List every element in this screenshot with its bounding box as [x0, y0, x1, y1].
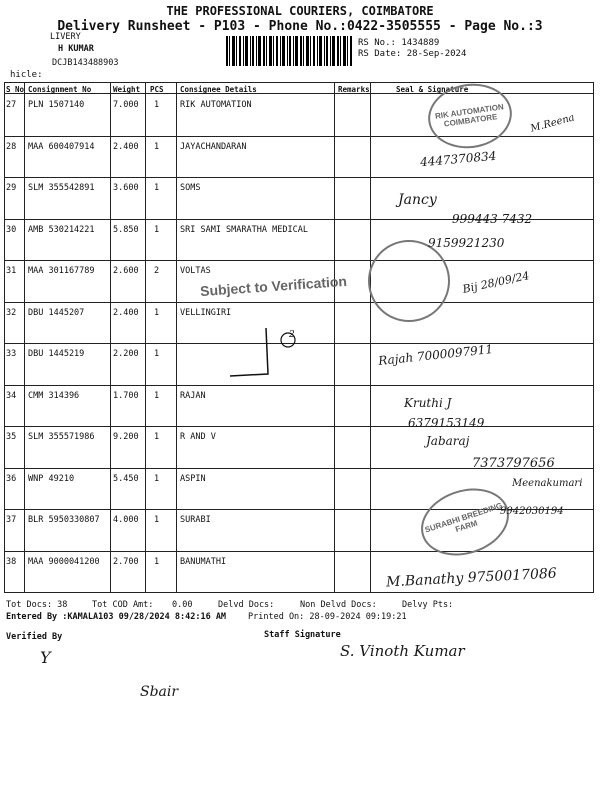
cell-pcs: 2: [154, 266, 160, 276]
handwriting-r34-name: Kruthi J: [404, 396, 452, 410]
cell-pcs: 1: [154, 390, 160, 401]
col-header-pcs: PCS: [150, 85, 164, 94]
cell-pcs: 1: [154, 473, 160, 484]
delivery-points: Delvy Pts:: [402, 600, 454, 610]
cell-weight: 5.450: [113, 473, 139, 484]
cell-pcs: 1: [154, 349, 160, 359]
cell-sno: 34: [6, 390, 17, 401]
cell-weight: 7.000: [113, 100, 139, 110]
cell-weight: 2.200: [113, 349, 139, 359]
handwriting-r34-num: 6379153149: [408, 416, 485, 430]
cell-consignment: CMM 314396: [28, 390, 80, 401]
handwriting-r33-mark: 2: [289, 330, 295, 340]
non-delivered-docs: Non Delvd Docs:: [300, 600, 377, 610]
verified-signature: Y: [40, 648, 51, 667]
cell-pcs: 1: [154, 556, 160, 567]
cell-weight: 2.400: [113, 307, 139, 318]
staff-name: H KUMAR: [58, 44, 94, 54]
cell-consignment: SLM 355542891: [28, 183, 95, 193]
cell-consignee: SRI SAMI SMARATHA MEDICAL: [180, 224, 308, 235]
cell-weight: 3.600: [113, 183, 139, 193]
cell-consignment: PLN 1507140: [28, 100, 85, 110]
verification-stamp: Subject to Verification: [199, 272, 348, 300]
col-header-consignment: Consignment No: [28, 85, 92, 94]
cell-weight: 2.700: [113, 556, 139, 567]
row-divider: [4, 343, 594, 344]
cell-weight: 2.600: [113, 266, 139, 276]
cell-consignment: BLR 5950330807: [28, 515, 100, 525]
staff-signature: S. Vinoth Kumar: [340, 642, 465, 660]
row-divider: [4, 426, 594, 427]
col-header-consignee: Consignee Details: [180, 85, 257, 94]
cell-sno: 28: [6, 141, 17, 152]
total-docs: Tot Docs: 38: [6, 600, 68, 610]
cell-consignment: MAA 9000041200: [28, 556, 100, 567]
printed-on: Printed On: 28-09-2024 09:19:21: [248, 612, 407, 622]
courier-seal-stamp: [368, 240, 450, 322]
cell-consignment: DBU 1445219: [28, 349, 85, 359]
cell-consignee: BANUMATHI: [180, 556, 227, 567]
col-header-remarks: Remarks: [338, 85, 370, 94]
col-header-signature: Seal & Signature: [396, 85, 469, 94]
row-divider: [4, 177, 594, 178]
cell-sno: 29: [6, 183, 17, 193]
cell-sno: 30: [6, 224, 17, 235]
cell-consignee: RIK AUTOMATION: [180, 100, 252, 110]
col-header-sno: S No: [6, 85, 25, 94]
cell-consignee: ASPIN: [180, 473, 206, 484]
cell-consignee: VOLTAS: [180, 266, 211, 276]
total-cod-label: Tot COD Amt:: [92, 600, 154, 610]
cell-pcs: 1: [154, 100, 160, 110]
cell-consignee: R AND V: [180, 432, 216, 442]
cell-pcs: 1: [154, 515, 160, 525]
handwriting-r37: 9942030194: [500, 506, 564, 517]
cell-consignment: SLM 355571986: [28, 432, 95, 442]
cell-weight: 2.400: [113, 141, 139, 152]
cell-consignment: MAA 600407914: [28, 141, 95, 152]
handwriting-r38: M.Banathy 9750017086: [385, 565, 558, 591]
breeding-stamp-text: SURABHI BREEDING FARM: [423, 500, 504, 535]
cell-weight: 5.850: [113, 224, 139, 235]
cell-sno: 36: [6, 473, 17, 484]
verified-by-label: Verified By: [6, 632, 63, 642]
total-cod-amount: 0.00: [172, 600, 193, 610]
cell-consignee: SOMS: [180, 183, 201, 193]
runsheet-title: Delivery Runsheet - P103 - Phone No.:0422-3505555 - Page No.:3: [57, 19, 543, 34]
cell-sno: 38: [6, 556, 17, 567]
bottom-signature: Sbair: [140, 684, 179, 700]
cell-weight: 9.200: [113, 432, 139, 442]
bracket-mark: [226, 322, 296, 382]
handwriting-r36: Meenakumari: [512, 478, 583, 489]
cell-weight: 4.000: [113, 515, 139, 525]
cell-sno: 32: [6, 307, 17, 318]
entered-by: Entered By :KAMALA103 09/28/2024 8:42:16 AM: [6, 612, 227, 622]
company-title: THE PROFESSIONAL COURIERS, COIMBATORE: [166, 4, 434, 18]
handwriting-r29-num: 999443 7432: [452, 212, 533, 226]
cell-sno: 27: [6, 100, 17, 110]
cell-consignee: RAJAN: [180, 390, 206, 401]
cell-weight: 1.700: [113, 390, 139, 401]
cell-sno: 31: [6, 266, 17, 276]
cell-consignee: JAYACHANDARAN: [180, 141, 247, 152]
delivery-label: LIVERY: [50, 32, 81, 42]
cell-consignment: MAA 301167789: [28, 266, 95, 276]
barcode-image: [226, 36, 352, 66]
delivered-docs: Delvd Docs:: [218, 600, 275, 610]
cell-pcs: 1: [154, 307, 160, 318]
handwriting-r32: Rajah 7000097911: [377, 342, 494, 368]
rs-date: RS Date: 28-Sep-2024: [358, 49, 467, 59]
handwriting-r31: Bij 28/09/24: [461, 269, 531, 296]
cell-consignment: AMB 530214221: [28, 224, 95, 235]
row-divider: [4, 551, 594, 552]
rs-number: RS No.: 1434889: [358, 38, 440, 48]
handwriting-r29-name: Jancy: [398, 192, 437, 208]
row-divider: [4, 136, 594, 137]
handwriting-r30: 9159921230: [428, 236, 505, 250]
cell-sno: 35: [6, 432, 17, 442]
cell-sno: 37: [6, 515, 17, 525]
rik-stamp-text: RIK AUTOMATION COIMBATORE: [434, 102, 505, 129]
cell-pcs: 1: [154, 224, 160, 235]
row-divider: [4, 385, 594, 386]
cell-pcs: 1: [154, 432, 160, 442]
col-header-weight: Weight: [113, 85, 141, 94]
handwriting-r35-num: 7373797656: [472, 456, 555, 471]
dcjb-number: DCJB143488903: [52, 58, 119, 68]
cell-consignment: WNP 49210: [28, 473, 75, 484]
handwriting-r35-name: Jabaraj: [426, 434, 470, 448]
cell-consignment: DBU 1445207: [28, 307, 85, 318]
vehicle-label: hicle:: [10, 70, 43, 80]
row-divider: [4, 260, 594, 261]
handwriting-r28: 4447370834: [419, 148, 497, 170]
cell-sno: 33: [6, 349, 17, 359]
handwriting-r27: M.Reena: [529, 112, 576, 135]
cell-pcs: 1: [154, 183, 160, 193]
cell-consignee: SURABI: [180, 515, 211, 525]
cell-pcs: 1: [154, 141, 160, 152]
row-divider: [4, 302, 594, 303]
staff-signature-label: Staff Signature: [264, 630, 341, 640]
cell-consignee: VELLINGIRI: [180, 307, 232, 318]
